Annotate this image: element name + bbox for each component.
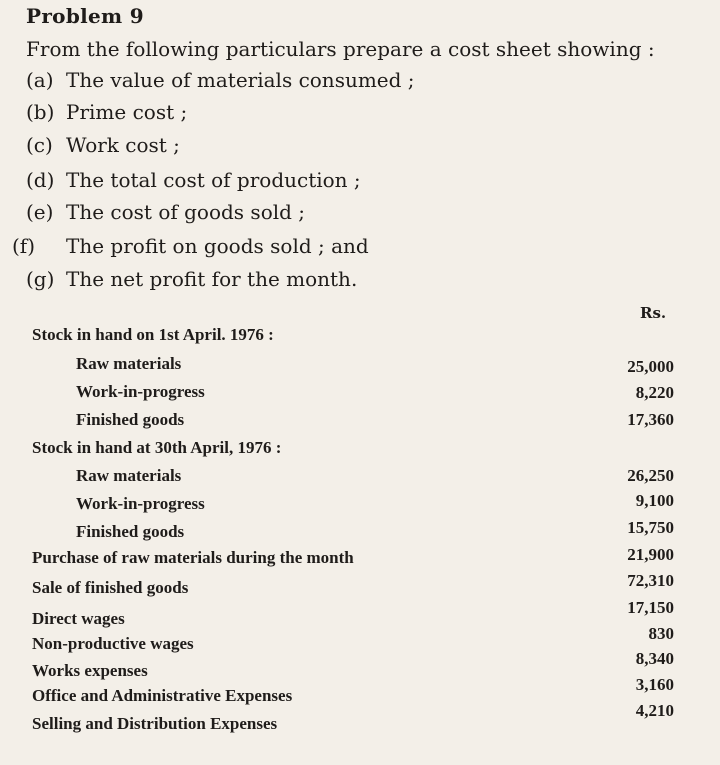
problem-title: Problem 9 (26, 4, 144, 28)
non-productive-wages-label: Non-productive wages (32, 634, 194, 653)
office-admin-value: 3,160 (635, 675, 674, 694)
purchases-value: 21,900 (627, 545, 674, 564)
currency-unit: Rs. (640, 304, 667, 322)
requirement-text: The net profit for the month. (66, 267, 358, 291)
requirement-label: (d) (26, 168, 55, 192)
problem-intro: From the following particulars prepare a cost sheet showing : (26, 37, 655, 61)
requirement-label: (b) (26, 100, 55, 124)
requirement-text: The cost of goods sold ; (66, 200, 306, 224)
closing-finished-value: 15,750 (627, 518, 674, 537)
requirement-text: The profit on goods sold ; and (66, 234, 369, 258)
opening-raw-materials-value: 25,000 (627, 357, 674, 376)
sales-value: 72,310 (627, 571, 674, 590)
direct-wages-label: Direct wages (32, 609, 125, 628)
requirement-text: The total cost of production ; (66, 168, 361, 192)
opening-finished-value: 17,360 (627, 410, 674, 429)
opening-raw-materials-label: Raw materials (76, 354, 182, 373)
sales-label: Sale of finished goods (32, 578, 189, 597)
requirement-f (12, 234, 369, 258)
requirement-label: (g) (26, 267, 55, 291)
requirement-label: (c) (26, 133, 53, 157)
selling-distribution-value: 4,210 (635, 701, 674, 720)
direct-wages-value: 17,150 (627, 598, 674, 617)
purchases-label: Purchase of raw materials during the month (32, 548, 354, 567)
requirement-label: (e) (26, 200, 54, 224)
closing-wip-value: 9,100 (635, 491, 674, 510)
closing-raw-materials-label: Raw materials (76, 466, 182, 485)
non-productive-wages-value: 830 (648, 624, 674, 643)
works-expenses-label: Works expenses (32, 661, 148, 680)
closing-finished-label: Finished goods (76, 522, 185, 541)
requirement-c (26, 133, 180, 157)
requirement-b (26, 100, 187, 124)
requirement-d (26, 168, 361, 192)
opening-wip-value: 8,220 (635, 383, 674, 402)
requirement-text: Work cost ; (66, 133, 180, 157)
selling-distribution-label: Selling and Distribution Expenses (32, 714, 278, 733)
office-admin-label: Office and Administrative Expenses (32, 686, 293, 705)
opening-wip-label: Work-in-progress (76, 382, 205, 401)
requirement-label: (a) (26, 68, 54, 92)
closing-wip-label: Work-in-progress (76, 494, 205, 513)
requirement-label: (f) (12, 234, 36, 258)
requirement-a (26, 68, 415, 92)
closing-raw-materials-value: 26,250 (627, 466, 674, 485)
opening-stock-heading: Stock in hand on 1st April. 1976 : (32, 325, 274, 344)
closing-stock-heading: Stock in hand at 30th April, 1976 : (32, 438, 282, 457)
opening-finished-label: Finished goods (76, 410, 185, 429)
requirement-text: The value of materials consumed ; (66, 68, 415, 92)
requirement-g (26, 267, 357, 291)
works-expenses-value: 8,340 (635, 649, 674, 668)
requirement-text: Prime cost ; (66, 100, 188, 124)
requirement-e (26, 200, 305, 224)
